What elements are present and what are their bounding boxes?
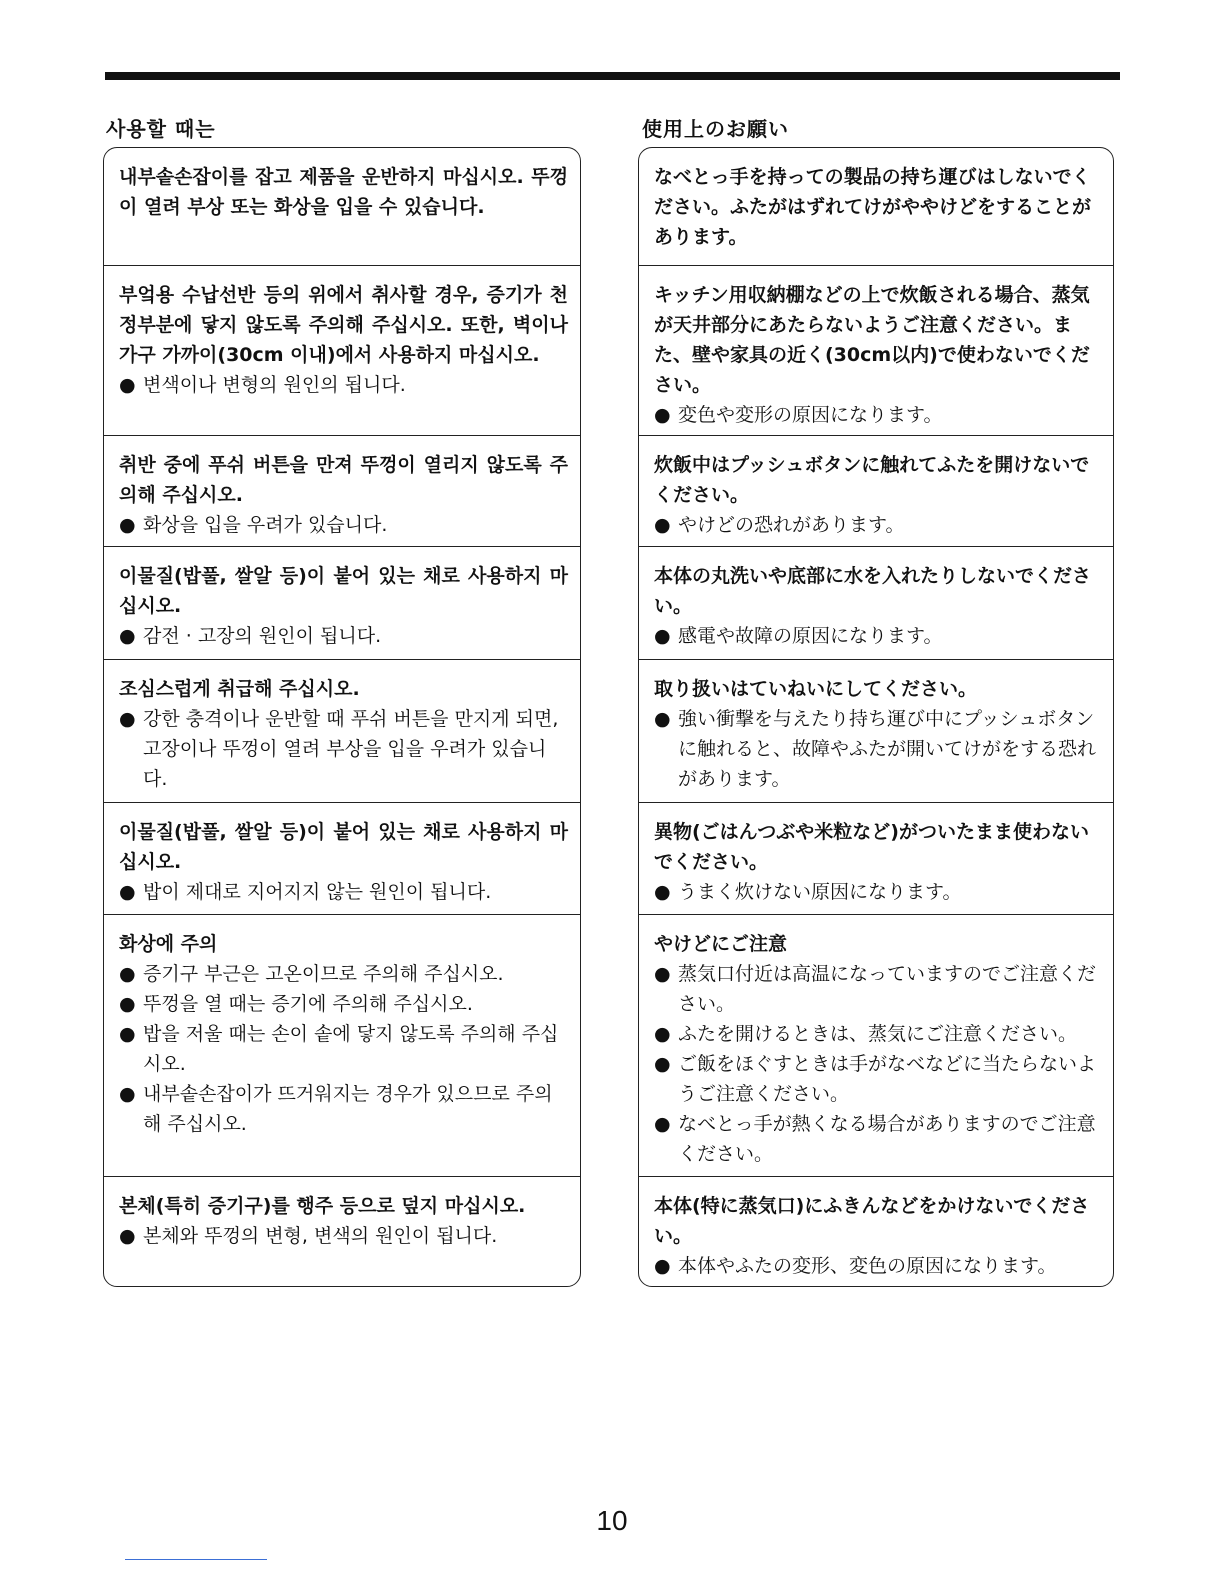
caution-section [104,659,580,802]
top-rule [105,72,1120,80]
bullet-item: ● 変色や変形の原因になります。 [654,404,943,426]
section-title: 이물질(밥풀, 쌀알 등)이 붙어 있는 채로 사용하지 마십시오. [119,821,568,873]
section-title: 취반 중에 푸쉬 버튼을 만져 뚜껑이 열리지 않도록 주의해 주십시오. [119,454,568,506]
bullet-item: ● 강한 충격이나 운반할 때 푸쉬 버튼을 만지게 되면, 고장이나 뚜껑이 열려 부상을 입을 우려가 있습니다. [119,708,559,790]
caution-section [639,435,1113,546]
section-title: 부엌용 수납선반 등의 위에서 취사할 경우, 증기가 천정부분에 닿지 않도록 주의해 주십시오. 또한, 벽이나 가구 가까이(30cm 이내)에서 사용하지 마십시오. [119,284,568,366]
korean-heading: 사용할 때는 [106,117,216,141]
bullet-item: ● なべとっ手が熱くなる場合がありますのでご注意ください。 [654,1113,1096,1165]
section-title: 본체(특히 증기구)를 행주 등으로 덮지 마십시오. [119,1195,526,1217]
caution-section [639,148,1113,265]
bullet-item: ● 밥을 저울 때는 손이 솥에 닿지 않도록 주의해 주십시오. [119,1023,559,1075]
section-title: 화상에 주의 [119,933,218,955]
section-title: 異物(ごはんつぶや米粒など)がついたまま使わないでください。 [654,821,1089,873]
section-title: 取り扱いはていねいにしてください。 [654,678,978,700]
bullet-item: ● 증기구 부근은 고온이므로 주의해 주십시오. [119,963,504,985]
bullet-item: ● 蒸気口付近は高温になっていますのでご注意ください。 [654,963,1097,1015]
bullet-item: ● 強い衝撃を与えたり持ち運び中にプッシュボタンに触れると、故障やふたが開いてけがをする恐れがあります。 [654,708,1097,790]
bullet-item: ● 변색이나 변형의 원인의 됩니다. [119,374,406,396]
bullet-item: ● やけどの恐れがあります。 [654,514,905,536]
bullet-item: ● 본체와 뚜껑의 변형, 변색의 원인이 됩니다. [119,1225,498,1247]
section-title: 本体の丸洗いや底部に水を入れたりしないでください。 [654,565,1092,617]
bullet-item: ● ご飯をほぐすときは手がなべなどに当たらないようご注意ください。 [654,1053,1097,1105]
caution-section [104,265,580,435]
section-title: 내부솥손잡이를 잡고 제품을 운반하지 마십시오. 뚜껑이 열려 부상 또는 화상을 입을 수 있습니다. [119,166,568,218]
caution-section [639,1176,1113,1287]
section-title: 炊飯中はプッシュボタンに触れてふたを開けないでください。 [654,454,1090,506]
caution-section [104,914,580,1176]
korean-caution-panel [103,147,581,1287]
bullet-item: ● 내부솥손잡이가 뜨거워지는 경우가 있으므로 주의해 주십시오. [119,1083,553,1135]
section-title: なべとっ手を持っての製品の持ち運びはしないでください。ふたがはずれてけがややけどをすることがあります。 [654,166,1092,248]
caution-section [104,802,580,914]
bullet-item: ● 本体やふたの変形、変色の原因になります。 [654,1255,1057,1277]
bullet-item: ● うまく炊けない原因になります。 [654,881,962,903]
bullet-item: ● 感電や故障の原因になります。 [654,625,943,647]
caution-section [104,546,580,659]
caution-section [639,802,1113,914]
section-title: 조심스럽게 취급해 주십시오. [119,678,360,700]
section-title: やけどにご注意 [654,933,788,955]
caution-section [639,546,1113,659]
japanese-heading: 使用上のお願い [642,117,789,141]
caution-section [639,265,1113,435]
section-title: 本体(特に蒸気口)にふきんなどをかけないでください。 [654,1195,1090,1247]
bullet-item: ● 밥이 제대로 지어지지 않는 원인이 됩니다. [119,881,492,903]
caution-section [104,435,580,546]
bullet-item: ● ふたを開けるときは、蒸気にご注意ください。 [654,1023,1078,1045]
caution-section [639,914,1113,1176]
bullet-item: ● 화상을 입을 우려가 있습니다. [119,514,388,536]
page-number: 10 [596,1505,628,1536]
footer-line [125,1559,267,1560]
bullet-item: ● 감전 · 고장의 원인이 됩니다. [119,625,382,647]
japanese-caution-panel [638,147,1114,1287]
caution-section [639,659,1113,802]
section-title: キッチン用収納棚などの上で炊飯される場合、蒸気が天井部分にあたらないようご注意ください。また、壁や家具の近く(30cm以内)で使わないでください。 [654,284,1090,396]
bullet-item: ● 뚜껑을 열 때는 증기에 주의해 주십시오. [119,993,473,1015]
caution-section [104,148,580,265]
section-title: 이물질(밥풀, 쌀알 등)이 붙어 있는 채로 사용하지 마십시오. [119,565,568,617]
caution-section [104,1176,580,1287]
